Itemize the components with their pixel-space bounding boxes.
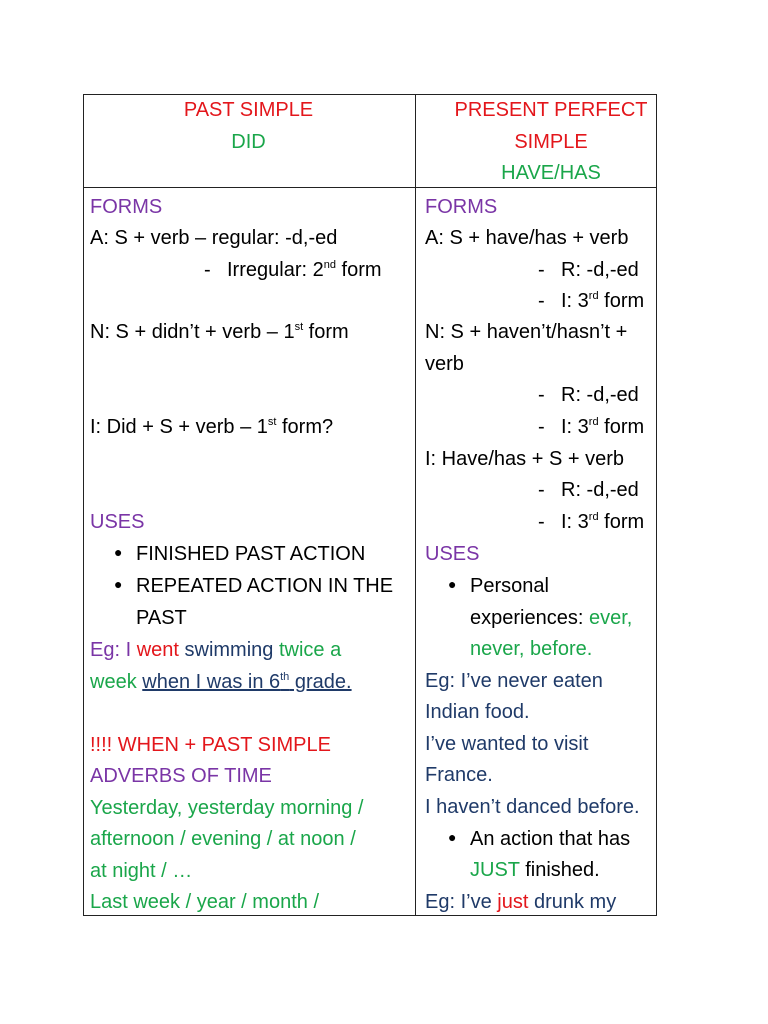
left-use-repeated-line1: REPEATED ACTION IN THE [136, 575, 394, 597]
right-affirmative-dash: - [538, 259, 545, 281]
left-affirmative: A: S + verb – regular: -d,-ed [90, 227, 338, 249]
left-adverbs-title: ADVERBS OF TIME [90, 765, 272, 787]
left-example-line2: week when I was in 6th grade. [90, 671, 352, 693]
left-use-finished: FINISHED PAST ACTION [136, 543, 366, 565]
left-forms-title: FORMS [90, 196, 163, 218]
right-use-personal-line2: experiences: ever, [470, 607, 633, 629]
left-example-line1: Eg: I went swimming twice a [90, 639, 342, 661]
header-right-title-line2: SIMPLE [514, 131, 588, 153]
bullet-icon: ● [114, 544, 123, 560]
right-affirmative-dash: - [538, 290, 545, 312]
right-affirmative-irregular: I: 3rd form [561, 290, 645, 312]
column-divider [415, 95, 416, 915]
left-use-repeated-line2: PAST [136, 607, 187, 629]
right-negative-dash: - [538, 416, 545, 438]
header-right-title-line1: PRESENT PERFECT [454, 99, 648, 121]
right-use-personal-line3: never, before. [470, 638, 593, 660]
right-negative-regular: R: -d,-ed [561, 384, 639, 406]
right-affirmative-regular: R: -d,-ed [561, 259, 639, 281]
right-affirmative: A: S + have/has + verb [425, 227, 629, 249]
left-when-rule: !!!! WHEN + PAST SIMPLE [90, 734, 331, 756]
left-irregular: Irregular: 2nd form [227, 259, 382, 281]
left-interrogative: I: Did + S + verb – 1st form? [90, 416, 334, 438]
right-interrogative-dash: - [538, 479, 545, 501]
right-use-personal-line1: Personal [470, 575, 549, 597]
right-forms-title: FORMS [425, 196, 498, 218]
right-interrogative-irregular: I: 3rd form [561, 511, 645, 533]
header-left-auxiliary: DID [231, 131, 266, 153]
left-adverbs-line1: Yesterday, yesterday morning / [90, 797, 364, 819]
right-negative-dash: - [538, 384, 545, 406]
right-example1-line1: Eg: I’ve never eaten [425, 670, 603, 692]
right-example1-line2: Indian food. [425, 701, 530, 723]
left-uses-title: USES [90, 511, 145, 533]
right-interrogative-dash: - [538, 511, 545, 533]
right-example4: Eg: I’ve just drunk my [425, 891, 617, 913]
right-example2-line2: France. [425, 764, 493, 786]
right-interrogative-regular: R: -d,-ed [561, 479, 639, 501]
bullet-icon: ● [448, 576, 457, 592]
right-uses-title: USES [425, 543, 480, 565]
left-adverbs-line3: at night / … [90, 860, 193, 882]
header-right-auxiliary: HAVE/HAS [501, 162, 601, 184]
right-interrogative: I: Have/has + S + verb [425, 448, 624, 470]
left-irregular-dash: - [204, 259, 211, 281]
bullet-icon: ● [448, 829, 457, 845]
right-use-just-line1: An action that has [470, 828, 631, 850]
left-adverbs-line2: afternoon / evening / at noon / [90, 828, 356, 850]
right-example2-line1: I’ve wanted to visit [425, 733, 589, 755]
left-adverbs-line4: Last week / year / month / [90, 891, 319, 913]
header-left-title: PAST SIMPLE [183, 99, 314, 121]
right-negative-line2: verb [425, 353, 464, 375]
right-use-just-line2: JUST finished. [470, 859, 600, 881]
left-negative: N: S + didn’t + verb – 1st form [90, 321, 349, 343]
right-negative-line1: N: S + haven’t/hasn’t + [425, 321, 628, 343]
right-negative-irregular: I: 3rd form [561, 416, 645, 438]
right-example3: I haven’t danced before. [425, 796, 640, 818]
bullet-icon: ● [114, 576, 123, 592]
